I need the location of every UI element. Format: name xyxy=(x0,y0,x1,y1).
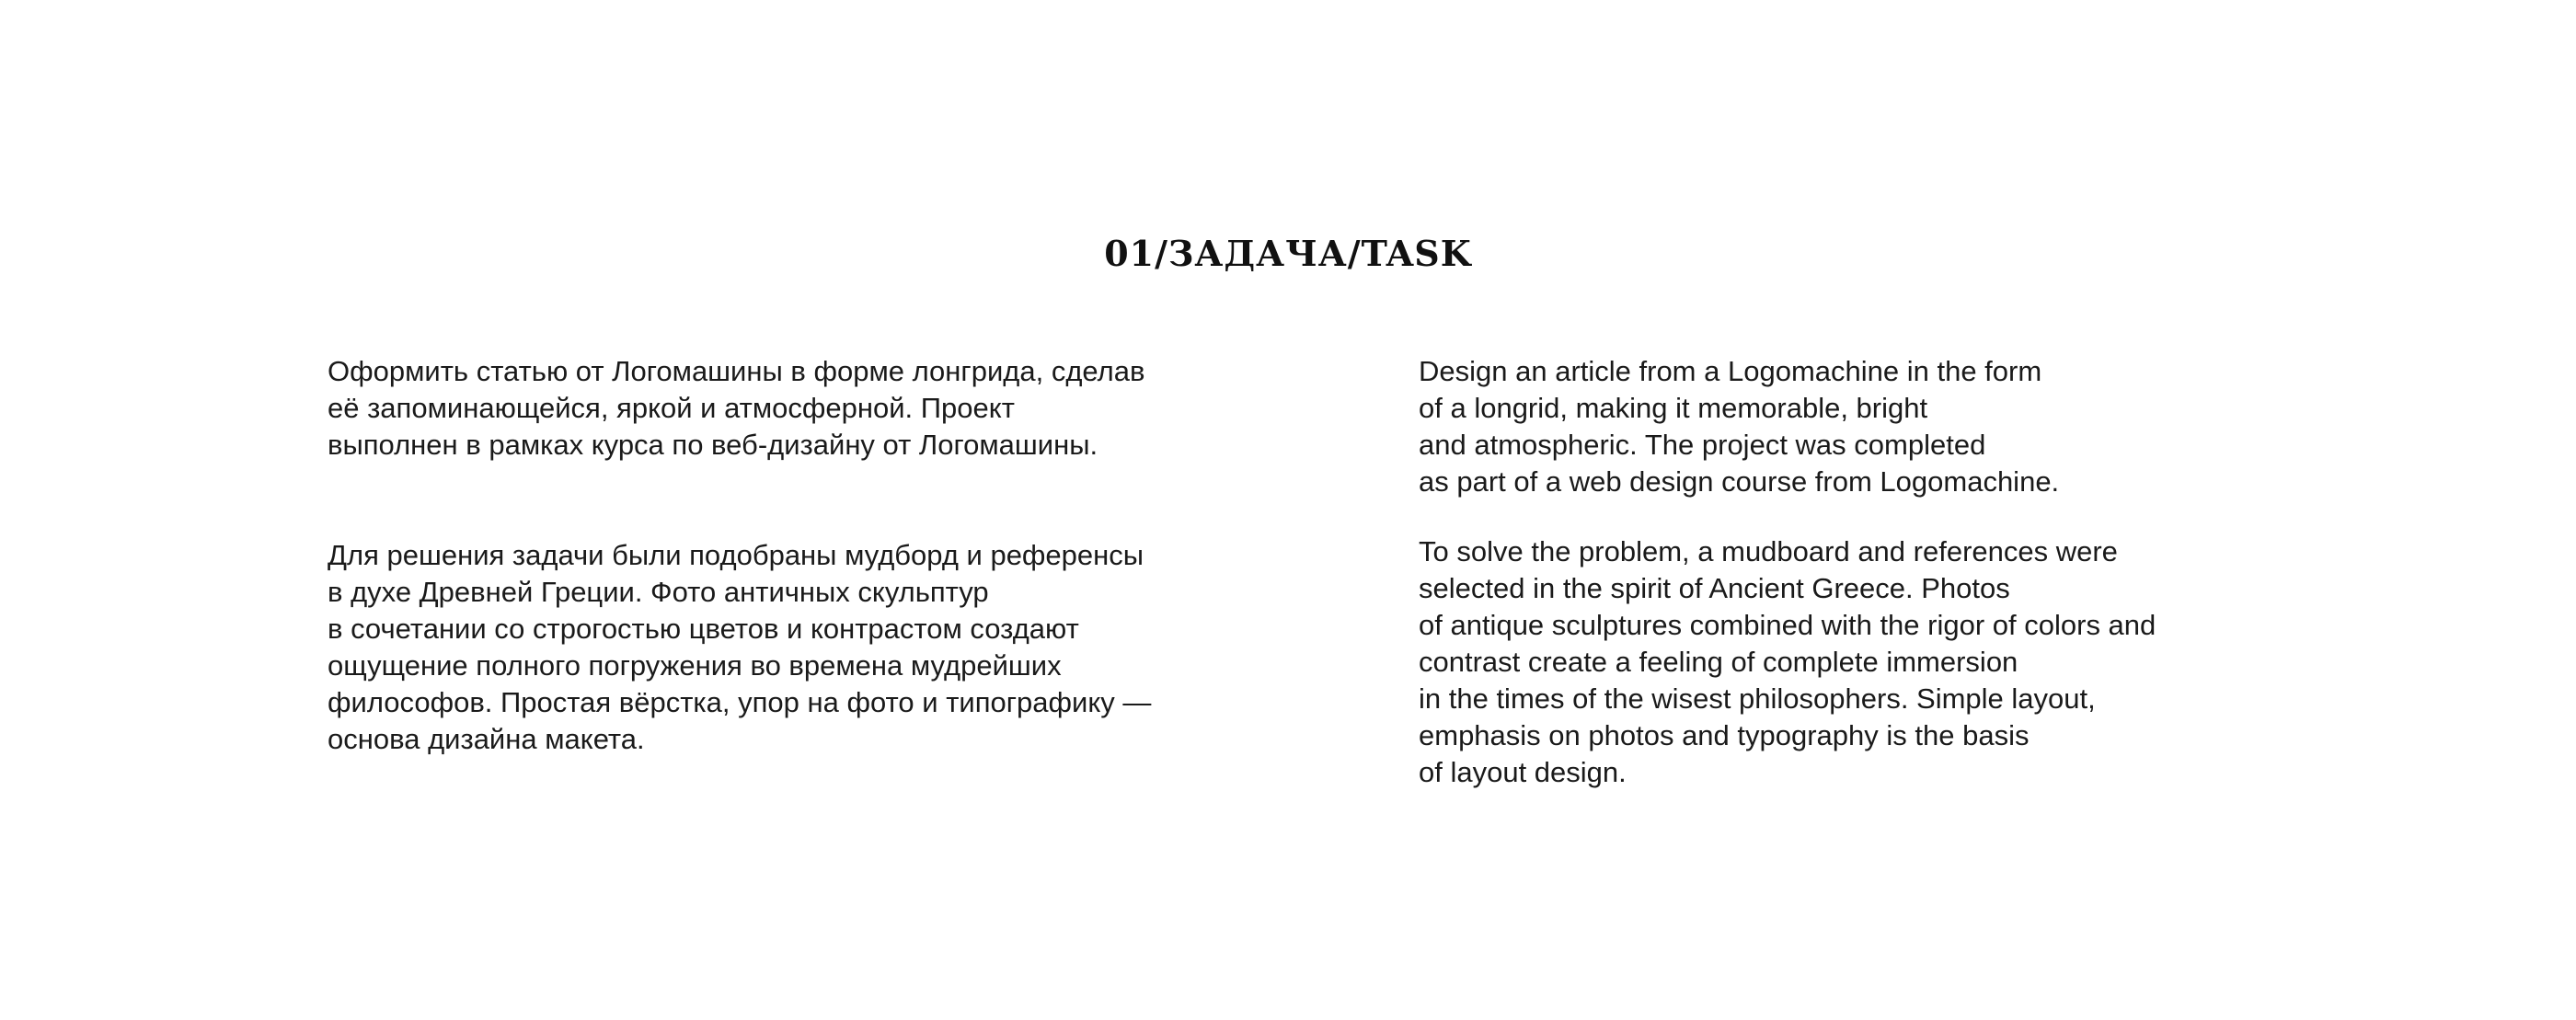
text-line: Design an article from a Logomachine in the form xyxy=(1419,355,2042,387)
text-line: of a longrid, making it memorable, bright xyxy=(1419,392,1928,424)
russian-description xyxy=(328,353,1229,758)
text-line: её запоминающейся, яркой и атмосферной. Проект xyxy=(328,392,1015,424)
text-line: contrast create a feeling of complete immersion xyxy=(1419,646,2018,678)
page-title: 01/ЗАДАЧА/TASK xyxy=(1104,233,1472,274)
text-line: в сочетании со строгостью цветов и контрастом создают xyxy=(328,613,1079,645)
russian-paragraph-task xyxy=(328,353,1229,464)
text-line: в духе Древней Греции. Фото античных скульптур xyxy=(328,576,989,608)
russian-paragraph-solution xyxy=(328,537,1229,758)
text-line: in the times of the wisest philosophers. Simple layout, xyxy=(1419,682,2096,715)
text-line: Для решения задачи были подобраны мудборд и референсы xyxy=(328,539,1144,571)
text-line: selected in the spirit of Ancient Greece. Photos xyxy=(1419,572,2010,604)
english-paragraph-task xyxy=(1419,353,2394,500)
text-line: ощущение полного погружения во времена мудрейших xyxy=(328,649,1062,682)
text-line: of layout design. xyxy=(1419,756,1627,788)
text-line: основа дизайна макета. xyxy=(328,723,645,755)
english-paragraph-solution xyxy=(1419,533,2394,791)
text-line: Оформить статью от Логомашины в форме лонгрида, сделав xyxy=(328,355,1145,387)
text-line: of antique sculptures combined with the rigor of colors and xyxy=(1419,609,2156,641)
text-line: философов. Простая вёрстка, упор на фото и типографику — xyxy=(328,686,1152,718)
text-line: выполнен в рамках курса по веб-дизайну от Логомашины. xyxy=(328,429,1098,461)
text-line: To solve the problem, a mudboard and references were xyxy=(1419,535,2118,567)
text-line: emphasis on photos and typography is the basis xyxy=(1419,719,2030,751)
english-description xyxy=(1419,353,2394,791)
text-line: as part of a web design course from Logomachine. xyxy=(1419,465,2060,498)
text-line: and atmospheric. The project was completed xyxy=(1419,429,1986,461)
